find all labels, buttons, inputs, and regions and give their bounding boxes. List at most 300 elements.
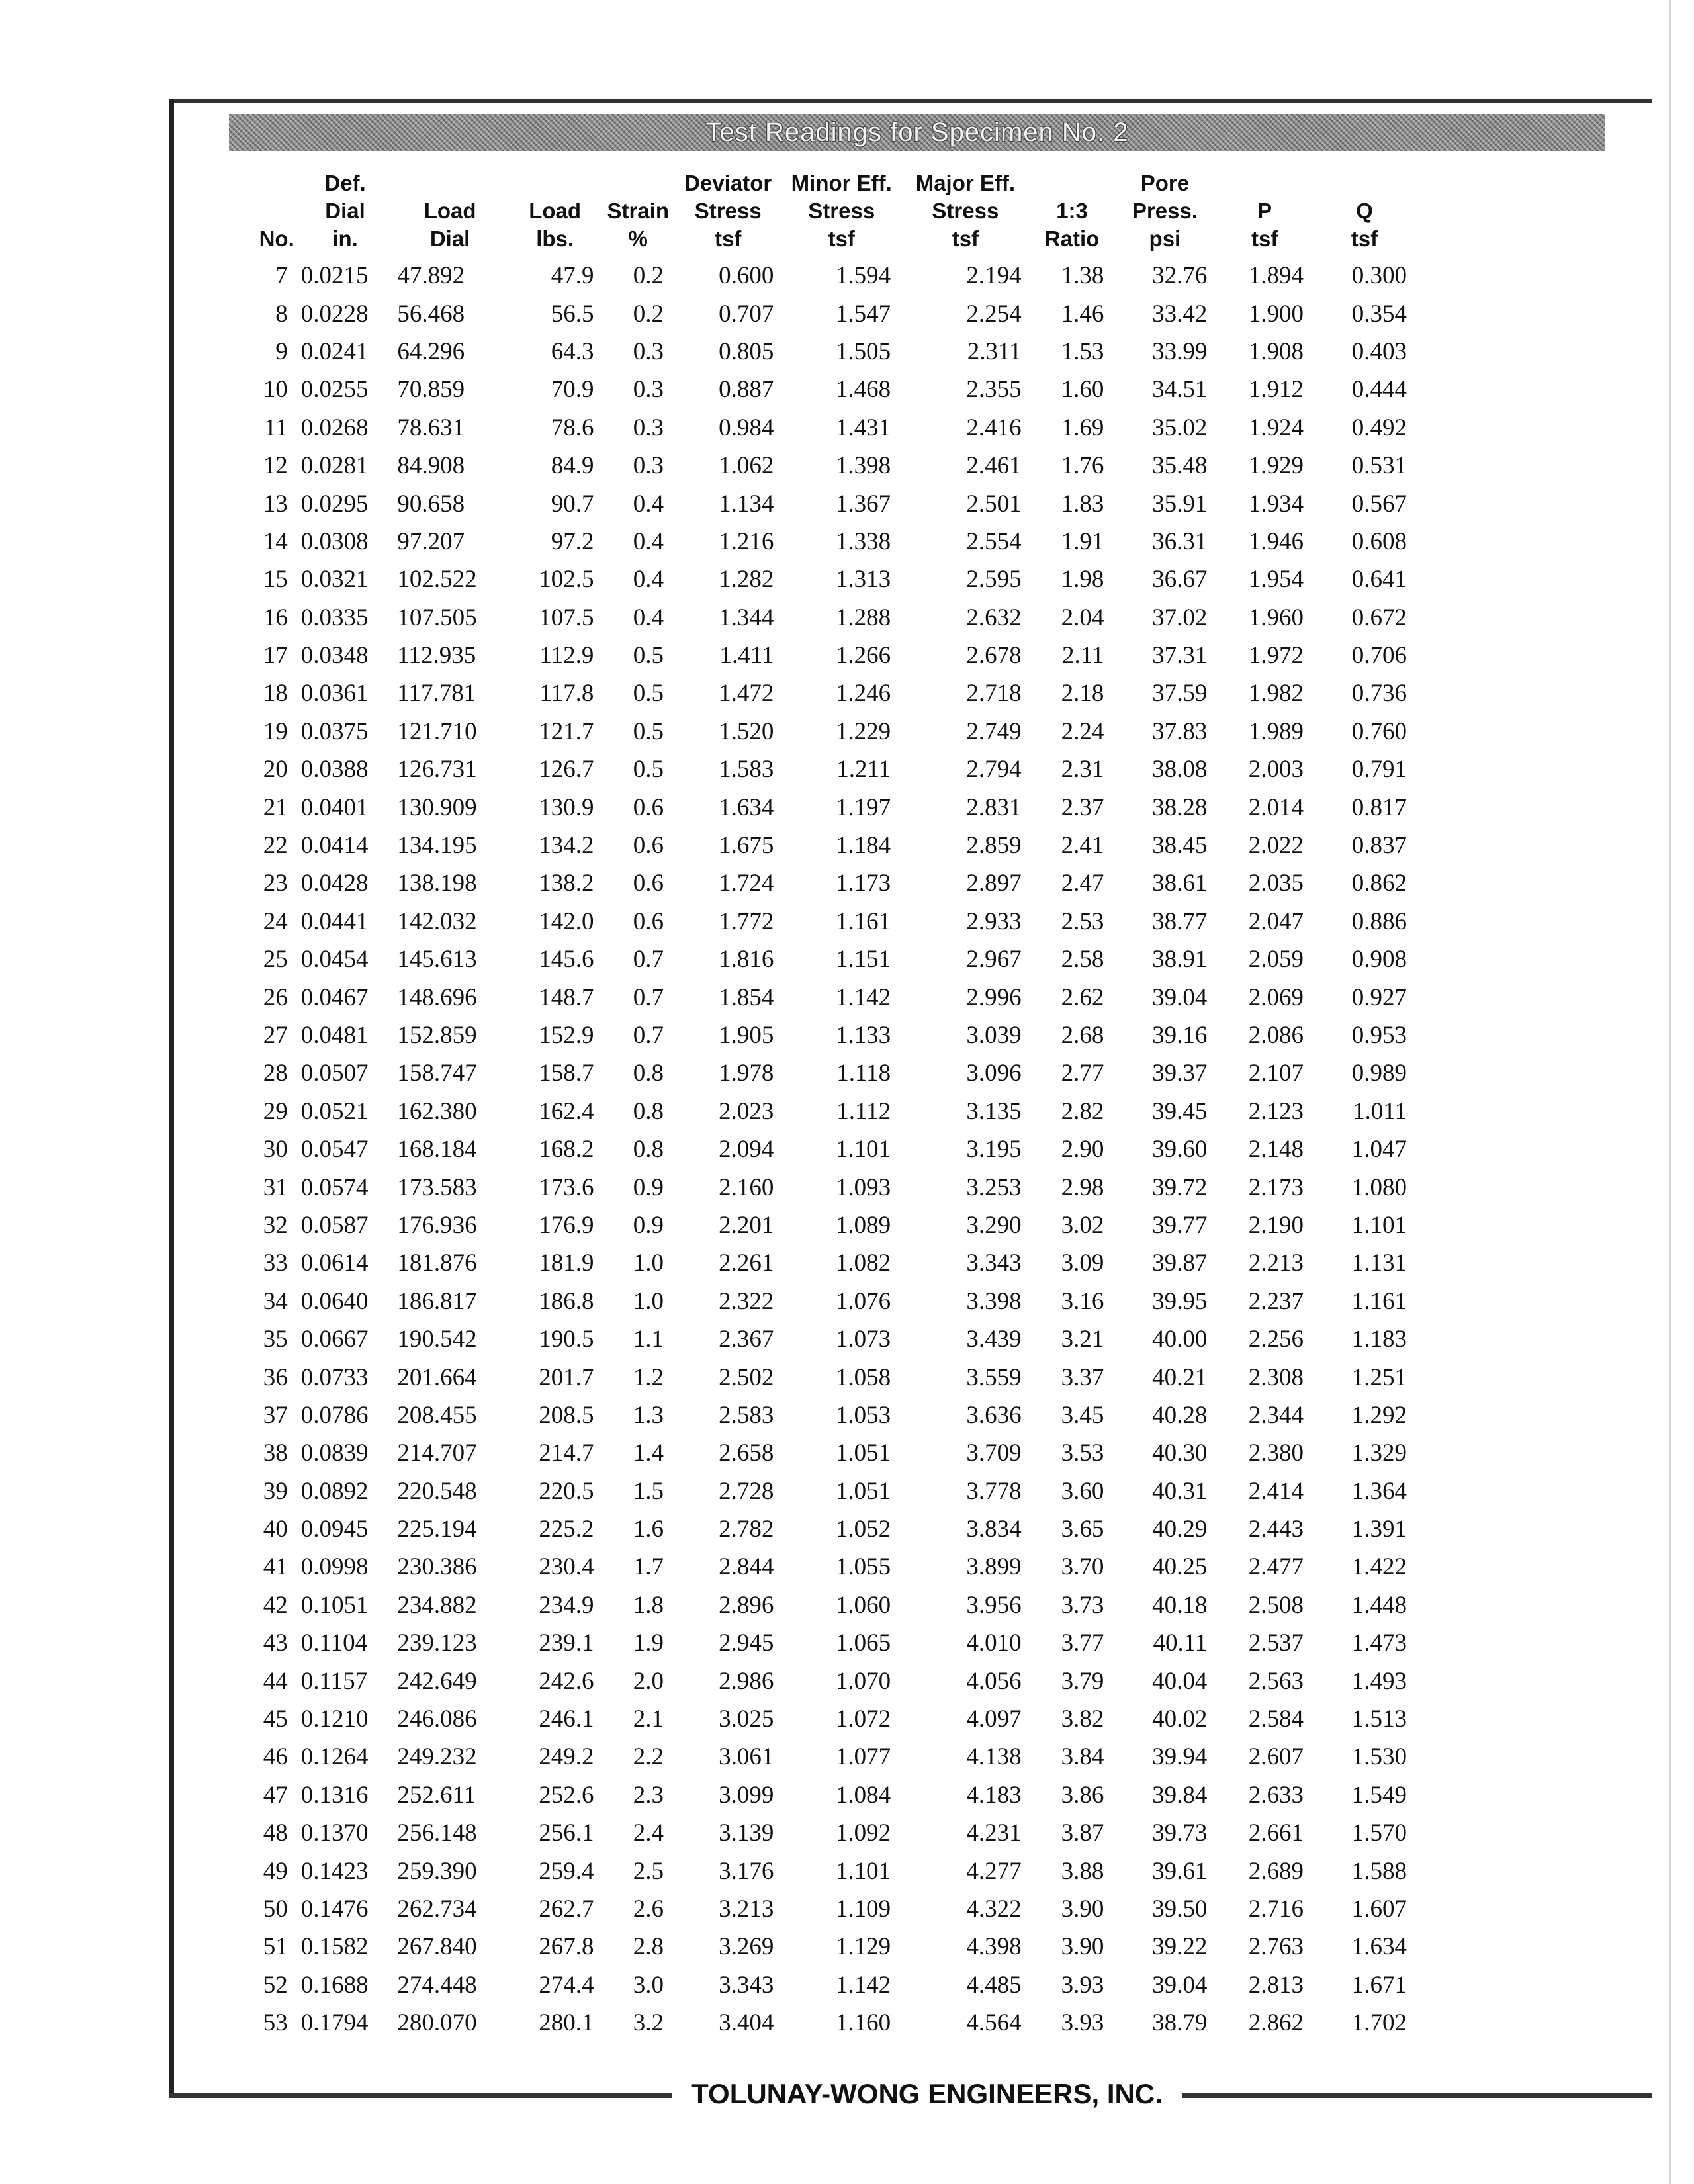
cell-minor-eff-stress: 1.160 <box>835 2009 891 2037</box>
cell-major-eff-stress: 3.956 <box>966 1591 1022 1619</box>
cell-load-lbs: 121.7 <box>539 717 594 745</box>
cell-ratio: 3.02 <box>1061 1211 1104 1239</box>
cell-load-lbs: 152.9 <box>539 1022 594 1049</box>
cell-def-dial: 0.0388 <box>300 756 369 784</box>
cell-minor-eff-stress: 1.089 <box>835 1211 891 1239</box>
cell-major-eff-stress: 3.559 <box>966 1363 1022 1391</box>
cell-minor-eff-stress: 1.594 <box>835 262 891 290</box>
cell-load-lbs: 262.7 <box>539 1895 594 1923</box>
cell-q: 0.403 <box>1351 338 1407 365</box>
cell-load-lbs: 220.5 <box>539 1477 594 1505</box>
cell-strain: 0.7 <box>633 946 664 974</box>
column-header-line: tsf <box>715 226 742 251</box>
cell-load-lbs: 130.9 <box>539 794 594 821</box>
cell-pore-press: 39.87 <box>1152 1250 1208 1277</box>
cell-def-dial: 0.0839 <box>300 1439 369 1467</box>
cell-p: 2.661 <box>1248 1819 1304 1847</box>
cell-no: 16 <box>263 604 288 631</box>
cell-strain: 0.8 <box>633 1060 664 1087</box>
cell-p: 1.924 <box>1248 414 1304 441</box>
cell-p: 2.022 <box>1248 832 1304 860</box>
cell-p: 2.014 <box>1248 794 1304 821</box>
cell-minor-eff-stress: 1.142 <box>835 1971 891 1999</box>
cell-strain: 1.0 <box>633 1250 664 1277</box>
cell-strain: 1.6 <box>633 1516 664 1543</box>
cell-no: 25 <box>263 946 288 974</box>
cell-strain: 0.6 <box>633 870 664 897</box>
cell-minor-eff-stress: 1.151 <box>835 946 891 974</box>
cell-load-dial: 134.195 <box>397 832 477 860</box>
column-header-line <box>510 169 601 197</box>
cell-no: 23 <box>263 870 288 897</box>
cell-pore-press: 33.99 <box>1152 338 1208 365</box>
cell-no: 42 <box>263 1591 288 1619</box>
cell-deviator-stress: 1.216 <box>719 527 774 555</box>
cell-strain: 1.9 <box>633 1629 664 1657</box>
cell-deviator-stress: 2.201 <box>719 1211 774 1239</box>
cell-major-eff-stress: 3.195 <box>966 1136 1022 1163</box>
cell-minor-eff-stress: 1.109 <box>835 1895 891 1923</box>
table-row <box>232 257 1416 295</box>
cell-ratio: 2.31 <box>1061 756 1104 784</box>
table-row <box>232 1473 1416 1510</box>
cell-major-eff-stress: 2.933 <box>966 907 1022 935</box>
cell-pore-press: 38.28 <box>1152 794 1208 821</box>
cell-major-eff-stress: 2.461 <box>966 452 1022 480</box>
cell-ratio: 2.53 <box>1061 907 1104 935</box>
cell-pore-press: 34.51 <box>1152 376 1208 404</box>
cell-load-dial: 126.731 <box>397 756 477 784</box>
column-header-line <box>605 169 670 197</box>
cell-major-eff-stress: 3.343 <box>966 1250 1022 1277</box>
column-header-minor-eff-stress <box>783 169 900 257</box>
cell-major-eff-stress: 2.194 <box>966 262 1022 290</box>
cell-minor-eff-stress: 1.431 <box>835 414 891 441</box>
cell-major-eff-stress: 4.056 <box>966 1667 1022 1695</box>
cell-ratio: 3.88 <box>1061 1857 1104 1885</box>
cell-minor-eff-stress: 1.093 <box>835 1173 891 1201</box>
cell-deviator-stress: 2.945 <box>719 1629 774 1657</box>
cell-def-dial: 0.0361 <box>300 680 369 707</box>
cell-deviator-stress: 1.772 <box>719 907 774 935</box>
cell-no: 30 <box>263 1136 288 1163</box>
cell-major-eff-stress: 4.398 <box>966 1933 1022 1961</box>
cell-no: 51 <box>263 1933 288 1961</box>
cell-pore-press: 39.73 <box>1152 1819 1208 1847</box>
cell-pore-press: 36.67 <box>1152 566 1208 594</box>
column-header-ratio <box>1031 169 1114 257</box>
table-row <box>232 1966 1416 2004</box>
cell-def-dial: 0.1210 <box>300 1706 369 1733</box>
cell-pore-press: 40.18 <box>1152 1591 1208 1619</box>
table-row <box>232 1662 1416 1700</box>
cell-load-dial: 208.455 <box>397 1401 477 1429</box>
cell-major-eff-stress: 2.554 <box>966 527 1022 555</box>
table-row <box>232 2004 1416 2042</box>
cell-q: 1.047 <box>1351 1136 1407 1163</box>
cell-p: 1.954 <box>1248 566 1304 594</box>
cell-pore-press: 39.22 <box>1152 1933 1208 1961</box>
cell-load-dial: 107.505 <box>397 604 477 631</box>
column-header-p <box>1216 169 1313 257</box>
cell-no: 31 <box>263 1173 288 1201</box>
cell-q: 1.588 <box>1351 1857 1407 1885</box>
cell-minor-eff-stress: 1.082 <box>835 1250 891 1277</box>
table-row <box>232 1928 1416 1966</box>
cell-def-dial: 0.0640 <box>300 1287 369 1315</box>
cell-load-lbs: 145.6 <box>539 946 594 974</box>
cell-ratio: 1.69 <box>1061 414 1104 441</box>
cell-load-dial: 234.882 <box>397 1591 477 1619</box>
table-row <box>232 295 1416 332</box>
cell-p: 2.584 <box>1248 1706 1304 1733</box>
column-header-line: psi <box>1149 226 1181 251</box>
cell-deviator-stress: 0.984 <box>719 414 774 441</box>
cell-deviator-stress: 2.728 <box>719 1477 774 1505</box>
cell-def-dial: 0.1370 <box>300 1819 369 1847</box>
cell-deviator-stress: 3.061 <box>719 1743 774 1771</box>
cell-ratio: 2.77 <box>1061 1060 1104 1087</box>
cell-def-dial: 0.0215 <box>300 262 369 290</box>
cell-major-eff-stress: 4.138 <box>966 1743 1022 1771</box>
cell-load-dial: 214.707 <box>397 1439 477 1467</box>
cell-load-dial: 64.296 <box>397 338 465 365</box>
column-header-line: Minor Eff. <box>791 171 892 195</box>
cell-strain: 0.2 <box>633 262 664 290</box>
cell-load-lbs: 138.2 <box>539 870 594 897</box>
cell-major-eff-stress: 2.749 <box>966 717 1022 745</box>
cell-load-dial: 176.936 <box>397 1211 477 1239</box>
cell-major-eff-stress: 4.097 <box>966 1706 1022 1733</box>
cell-strain: 2.4 <box>633 1819 664 1847</box>
cell-major-eff-stress: 2.996 <box>966 983 1022 1011</box>
cell-pore-press: 39.94 <box>1152 1743 1208 1771</box>
cell-minor-eff-stress: 1.313 <box>835 566 891 594</box>
cell-deviator-stress: 3.139 <box>719 1819 774 1847</box>
cell-def-dial: 0.0587 <box>300 1211 369 1239</box>
cell-deviator-stress: 3.343 <box>719 1971 774 1999</box>
cell-no: 15 <box>263 566 288 594</box>
cell-pore-press: 37.02 <box>1152 604 1208 631</box>
cell-def-dial: 0.0268 <box>300 414 369 441</box>
cell-strain: 2.2 <box>633 1743 664 1771</box>
cell-strain: 0.6 <box>633 832 664 860</box>
cell-minor-eff-stress: 1.072 <box>835 1706 891 1733</box>
cell-pore-press: 35.48 <box>1152 452 1208 480</box>
column-header-load-dial <box>393 169 507 257</box>
page-title: Test Readings for Specimen No. 2 <box>705 117 1129 147</box>
cell-no: 38 <box>263 1439 288 1467</box>
cell-load-lbs: 78.6 <box>551 414 594 441</box>
column-header-line <box>234 169 294 197</box>
cell-pore-press: 40.02 <box>1152 1706 1208 1733</box>
cell-load-dial: 225.194 <box>397 1516 477 1543</box>
cell-def-dial: 0.0521 <box>300 1097 369 1125</box>
cell-strain: 0.4 <box>633 490 664 518</box>
cell-ratio: 1.53 <box>1061 338 1104 365</box>
cell-load-lbs: 158.7 <box>539 1060 594 1087</box>
cell-def-dial: 0.0667 <box>300 1326 369 1353</box>
cell-major-eff-stress: 2.501 <box>966 490 1022 518</box>
cell-def-dial: 0.0945 <box>300 1516 369 1543</box>
cell-load-lbs: 252.6 <box>539 1781 594 1809</box>
cell-ratio: 1.83 <box>1061 490 1104 518</box>
cell-load-dial: 90.658 <box>397 490 465 518</box>
cell-ratio: 3.90 <box>1061 1933 1104 1961</box>
cell-ratio: 2.68 <box>1061 1022 1104 1049</box>
cell-def-dial: 0.1157 <box>300 1667 368 1695</box>
cell-load-lbs: 256.1 <box>539 1819 594 1847</box>
cell-deviator-stress: 2.782 <box>719 1516 774 1543</box>
cell-load-lbs: 102.5 <box>539 566 594 594</box>
cell-strain: 0.4 <box>633 527 664 555</box>
cell-deviator-stress: 2.094 <box>719 1136 774 1163</box>
cell-pore-press: 40.31 <box>1152 1477 1208 1505</box>
cell-deviator-stress: 3.176 <box>719 1857 774 1885</box>
cell-load-lbs: 190.5 <box>539 1326 594 1353</box>
column-header-line <box>234 197 294 225</box>
table-row <box>232 1776 1416 1814</box>
table-row <box>232 1738 1416 1776</box>
cell-major-eff-stress: 2.355 <box>966 376 1022 404</box>
cell-load-dial: 280.070 <box>397 2009 477 2037</box>
cell-load-lbs: 267.8 <box>539 1933 594 1961</box>
cell-ratio: 2.41 <box>1061 832 1104 860</box>
cell-p: 1.912 <box>1248 376 1304 404</box>
cell-major-eff-stress: 4.564 <box>966 2009 1022 2037</box>
column-header-line: Strain <box>607 199 669 223</box>
cell-pore-press: 38.79 <box>1152 2009 1208 2037</box>
cell-major-eff-stress: 3.834 <box>966 1516 1022 1543</box>
cell-ratio: 2.11 <box>1062 642 1104 670</box>
column-header-line: Deviator <box>684 171 772 195</box>
cell-major-eff-stress: 2.794 <box>966 756 1022 784</box>
cell-no: 21 <box>263 794 288 821</box>
column-header-line: Dial <box>429 226 470 251</box>
cell-minor-eff-stress: 1.547 <box>835 300 891 328</box>
cell-pore-press: 37.31 <box>1152 642 1208 670</box>
cell-load-lbs: 56.5 <box>551 300 594 328</box>
column-header-line: tsf <box>1251 226 1278 251</box>
cell-minor-eff-stress: 1.211 <box>836 756 891 784</box>
cell-ratio: 2.24 <box>1061 717 1104 745</box>
cell-def-dial: 0.0428 <box>300 870 369 897</box>
cell-deviator-stress: 1.134 <box>719 490 774 518</box>
cell-pore-press: 39.84 <box>1152 1781 1208 1809</box>
table-row <box>232 1244 1416 1282</box>
cell-minor-eff-stress: 1.065 <box>835 1629 891 1657</box>
cell-p: 1.934 <box>1248 490 1304 518</box>
column-header-line: Load <box>529 199 582 223</box>
cell-pore-press: 38.91 <box>1152 946 1208 974</box>
table-row <box>232 1396 1416 1434</box>
cell-pore-press: 38.08 <box>1152 756 1208 784</box>
cell-def-dial: 0.0241 <box>300 338 369 365</box>
cell-pore-press: 33.42 <box>1152 300 1208 328</box>
cell-q: 1.329 <box>1351 1439 1407 1467</box>
table-row <box>232 1548 1416 1586</box>
table-row <box>232 1130 1416 1168</box>
cell-def-dial: 0.0308 <box>300 527 369 555</box>
frame-bottom-rule-left <box>169 2093 672 2098</box>
cell-q: 1.513 <box>1351 1706 1407 1733</box>
cell-load-lbs: 112.9 <box>539 642 594 670</box>
cell-strain: 0.4 <box>633 566 664 594</box>
cell-p: 1.989 <box>1248 717 1304 745</box>
column-header-line: Stress <box>808 199 875 223</box>
cell-p: 1.929 <box>1248 452 1304 480</box>
cell-deviator-stress: 1.978 <box>719 1060 774 1087</box>
cell-major-eff-stress: 2.254 <box>966 300 1022 328</box>
cell-load-dial: 148.696 <box>397 983 477 1011</box>
cell-minor-eff-stress: 1.101 <box>835 1857 891 1885</box>
cell-strain: 2.3 <box>633 1781 664 1809</box>
column-header-q <box>1313 169 1416 257</box>
cell-ratio: 2.18 <box>1061 680 1104 707</box>
column-header-no <box>232 169 297 257</box>
cell-strain: 0.3 <box>633 338 664 365</box>
cell-q: 0.817 <box>1351 794 1407 821</box>
cell-p: 1.960 <box>1248 604 1304 631</box>
cell-deviator-stress: 2.896 <box>719 1591 774 1619</box>
cell-minor-eff-stress: 1.229 <box>835 717 891 745</box>
cell-no: 37 <box>263 1401 288 1429</box>
cell-strain: 1.5 <box>633 1477 664 1505</box>
cell-load-lbs: 168.2 <box>539 1136 594 1163</box>
cell-ratio: 3.87 <box>1061 1819 1104 1847</box>
cell-ratio: 3.93 <box>1061 1971 1104 1999</box>
table-row <box>232 1320 1416 1358</box>
cell-major-eff-stress: 3.135 <box>966 1097 1022 1125</box>
table-row <box>232 1814 1416 1852</box>
cell-no: 11 <box>264 414 288 441</box>
cell-major-eff-stress: 2.678 <box>966 642 1022 670</box>
cell-def-dial: 0.0467 <box>300 983 369 1011</box>
cell-load-dial: 70.859 <box>397 376 465 404</box>
cell-strain: 1.3 <box>633 1401 664 1429</box>
cell-deviator-stress: 2.160 <box>719 1173 774 1201</box>
cell-def-dial: 0.0507 <box>300 1060 369 1087</box>
cell-def-dial: 0.0401 <box>300 794 369 821</box>
cell-load-dial: 274.448 <box>397 1971 477 1999</box>
cell-p: 2.633 <box>1248 1781 1304 1809</box>
cell-p: 2.380 <box>1248 1439 1304 1467</box>
cell-q: 0.736 <box>1351 680 1407 707</box>
cell-major-eff-stress: 3.039 <box>966 1022 1022 1049</box>
cell-load-dial: 230.386 <box>397 1553 477 1581</box>
cell-p: 2.069 <box>1248 983 1304 1011</box>
cell-major-eff-stress: 2.718 <box>966 680 1022 707</box>
column-header-line: Pore <box>1140 171 1190 195</box>
cell-deviator-stress: 1.816 <box>719 946 774 974</box>
table-row <box>232 599 1416 637</box>
cell-deviator-stress: 3.404 <box>719 2009 774 2037</box>
cell-load-dial: 173.583 <box>397 1173 477 1201</box>
cell-deviator-stress: 1.520 <box>719 717 774 745</box>
cell-load-lbs: 239.1 <box>539 1629 594 1657</box>
cell-strain: 0.5 <box>633 756 664 784</box>
cell-q: 0.953 <box>1351 1022 1407 1049</box>
cell-deviator-stress: 3.099 <box>719 1781 774 1809</box>
cell-minor-eff-stress: 1.266 <box>835 642 891 670</box>
cell-def-dial: 0.1476 <box>300 1895 369 1923</box>
cell-load-dial: 249.232 <box>397 1743 477 1771</box>
table-row <box>232 827 1416 864</box>
cell-pore-press: 38.45 <box>1152 832 1208 860</box>
cell-minor-eff-stress: 1.112 <box>836 1097 891 1125</box>
column-header-major-eff-stress <box>900 169 1031 257</box>
cell-no: 41 <box>263 1553 288 1581</box>
cell-def-dial: 0.0614 <box>300 1250 369 1277</box>
cell-p: 2.173 <box>1248 1173 1304 1201</box>
cell-load-dial: 190.542 <box>397 1326 477 1353</box>
cell-p: 2.813 <box>1248 1971 1304 1999</box>
cell-p: 2.256 <box>1248 1326 1304 1353</box>
cell-strain: 0.6 <box>633 794 664 821</box>
table-row <box>232 1852 1416 1889</box>
column-header-line: tsf <box>952 226 979 251</box>
cell-pore-press: 39.95 <box>1152 1287 1208 1315</box>
cell-no: 53 <box>263 2009 288 2037</box>
cell-major-eff-stress: 4.231 <box>966 1819 1022 1847</box>
cell-ratio: 1.76 <box>1061 452 1104 480</box>
column-header-line <box>1034 169 1111 197</box>
cell-strain: 1.2 <box>633 1363 664 1391</box>
cell-strain: 0.8 <box>633 1097 664 1125</box>
cell-no: 46 <box>263 1743 288 1771</box>
table-row <box>232 523 1416 561</box>
cell-major-eff-stress: 3.636 <box>966 1401 1022 1429</box>
column-header-line: 1:3 <box>1056 199 1088 223</box>
cell-pore-press: 39.16 <box>1152 1022 1208 1049</box>
cell-def-dial: 0.0733 <box>300 1363 369 1391</box>
table-row <box>232 751 1416 788</box>
cell-no: 14 <box>263 527 288 555</box>
cell-load-dial: 186.817 <box>397 1287 477 1315</box>
cell-strain: 0.4 <box>633 604 664 631</box>
table-row <box>232 1283 1416 1320</box>
header-row <box>232 169 1416 257</box>
cell-def-dial: 0.0414 <box>300 832 369 860</box>
cell-strain: 1.8 <box>633 1591 664 1619</box>
cell-p: 2.035 <box>1248 870 1304 897</box>
cell-q: 0.354 <box>1351 300 1407 328</box>
cell-pore-press: 40.28 <box>1152 1401 1208 1429</box>
cell-p: 2.862 <box>1248 2009 1304 2037</box>
cell-ratio: 3.53 <box>1061 1439 1104 1467</box>
cell-minor-eff-stress: 1.133 <box>835 1022 891 1049</box>
cell-load-dial: 168.184 <box>397 1136 477 1163</box>
cell-q: 0.444 <box>1351 376 1407 404</box>
column-header-line: No. <box>259 226 294 251</box>
cell-q: 1.607 <box>1351 1895 1407 1923</box>
cell-strain: 1.0 <box>633 1287 664 1315</box>
cell-load-lbs: 97.2 <box>551 527 594 555</box>
frame-bottom-rule-right <box>1182 2093 1652 2098</box>
cell-minor-eff-stress: 1.142 <box>835 983 891 1011</box>
cell-def-dial: 0.1423 <box>300 1857 369 1885</box>
cell-pore-press: 39.77 <box>1152 1211 1208 1239</box>
cell-ratio: 3.79 <box>1061 1667 1104 1695</box>
cell-strain: 0.5 <box>633 642 664 670</box>
table-row <box>232 1510 1416 1548</box>
cell-p: 2.537 <box>1248 1629 1304 1657</box>
cell-major-eff-stress: 2.311 <box>967 338 1022 365</box>
cell-load-lbs: 230.4 <box>539 1553 594 1581</box>
table-row <box>232 1434 1416 1472</box>
table-row <box>232 940 1416 978</box>
cell-q: 1.448 <box>1351 1591 1407 1619</box>
